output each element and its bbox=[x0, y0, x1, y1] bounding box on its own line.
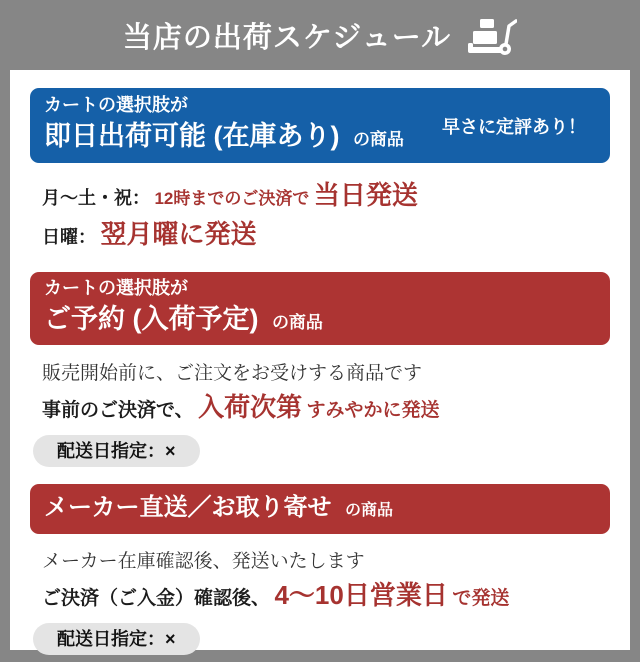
preorder-banner-mainline bbox=[44, 301, 323, 342]
direct-desc: メーカー在庫確認後、発送いたします bbox=[42, 551, 365, 572]
sunday-label: 日曜： bbox=[42, 227, 96, 247]
weekday-result: 当日発送 bbox=[313, 180, 418, 210]
preorder-banner-main: ご予約 (入荷予定) bbox=[44, 304, 259, 334]
direct-banner bbox=[30, 484, 610, 534]
direct-banner-suffix: の商品 bbox=[344, 501, 393, 519]
in-stock-schedule bbox=[42, 178, 610, 256]
preorder-ship-label: 事前のご決済で、 bbox=[42, 400, 194, 421]
direct-delivery-date-badge: 配送日指定：× bbox=[33, 623, 200, 655]
weekday-shipping-line bbox=[42, 178, 610, 217]
preorder-desc: 販売開始前に、ご注文をお受けする商品です bbox=[42, 363, 423, 384]
content-panel bbox=[10, 70, 630, 650]
preorder-banner bbox=[30, 272, 610, 345]
direct-schedule bbox=[42, 547, 610, 617]
in-stock-banner bbox=[30, 88, 610, 163]
preorder-ship-result: 入荷次第 bbox=[198, 392, 303, 422]
preorder-schedule bbox=[42, 359, 610, 429]
in-stock-banner-suffix: の商品 bbox=[352, 130, 404, 149]
page-title: 当店の出荷スケジュール bbox=[122, 21, 452, 54]
direct-banner-mainline bbox=[44, 490, 393, 529]
direct-banner-main: メーカー直送／お取り寄せ bbox=[44, 493, 332, 521]
weekday-condition: 12時までのご決済で bbox=[154, 189, 310, 208]
sunday-result: 翌月曜に発送 bbox=[100, 219, 257, 249]
preorder-banner-suffix: の商品 bbox=[271, 313, 323, 332]
sunday-shipping-line bbox=[42, 217, 610, 256]
preorder-banner-top: カートの選択肢が bbox=[44, 278, 188, 298]
preorder-shipping-line bbox=[42, 390, 610, 429]
in-stock-banner-main: 即日出荷可能 (在庫あり) bbox=[44, 121, 340, 151]
weekday-label: 月〜土・祝： bbox=[42, 188, 150, 208]
in-stock-banner-top: カートの選択肢が bbox=[44, 95, 188, 115]
in-stock-banner-text bbox=[44, 92, 404, 159]
direct-ship-result: 4〜10日営業日 bbox=[274, 580, 448, 610]
in-stock-banner-note: 早さに定評あり！ bbox=[442, 116, 586, 137]
preorder-desc-line bbox=[42, 359, 610, 390]
handtruck-icon bbox=[467, 18, 517, 56]
preorder-delivery-date-badge: 配送日指定：× bbox=[33, 435, 200, 467]
direct-shipping-line bbox=[42, 578, 610, 617]
direct-ship-suffix: で発送 bbox=[452, 588, 510, 609]
preorder-banner-text bbox=[44, 275, 323, 342]
preorder-ship-suffix: すみやかに発送 bbox=[306, 400, 440, 421]
direct-desc-line bbox=[42, 547, 610, 578]
header bbox=[0, 0, 640, 70]
in-stock-banner-mainline bbox=[44, 118, 404, 159]
direct-ship-label: ご決済（ご入金）確認後、 bbox=[42, 588, 271, 609]
